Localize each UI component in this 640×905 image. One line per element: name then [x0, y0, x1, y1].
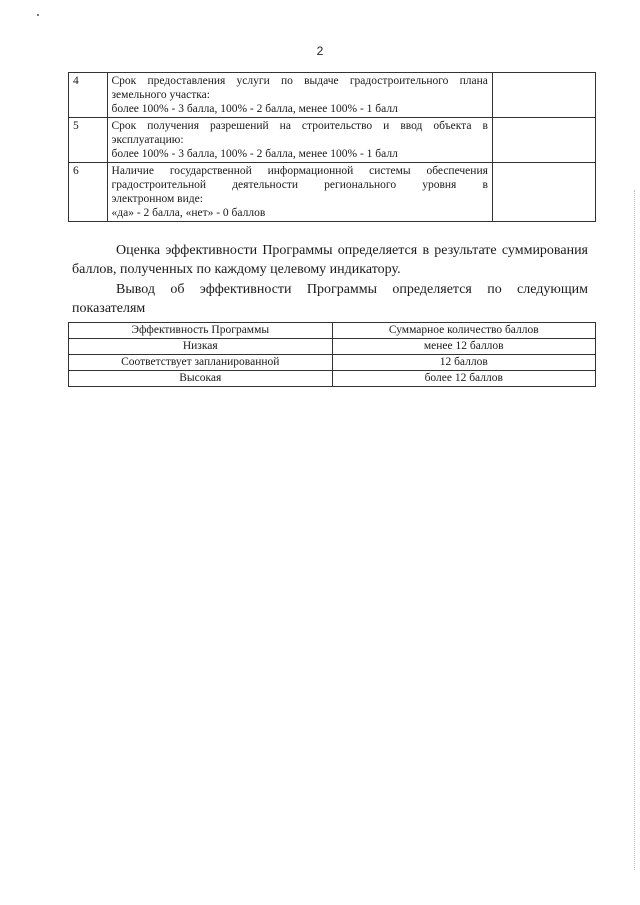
table-row — [69, 163, 596, 222]
description-line: эксплуатацию: — [111, 134, 184, 146]
row-description — [107, 118, 492, 163]
table-header-row — [69, 323, 596, 339]
row-number: 6 — [69, 163, 108, 222]
description-line: «да» - 2 балла, «нет» - 0 баллов — [111, 207, 266, 219]
effectiveness-level: Соответствует запланированной — [69, 355, 333, 371]
table-row — [69, 355, 596, 371]
description-line: градостроительной деятельности регионального уровня в — [111, 179, 488, 191]
description-line: Срок предоставления услуги по выдаче градостроительного плана — [111, 75, 488, 87]
table-row — [69, 118, 596, 163]
row-score-cell — [492, 73, 595, 118]
header-total-points: Суммарное количество баллов — [332, 323, 596, 339]
row-number: 5 — [69, 118, 108, 163]
table-row — [69, 339, 596, 355]
conclusion-paragraph: Вывод об эффективности Программы определяется по следующим показателям — [72, 282, 588, 316]
row-score-cell — [492, 118, 595, 163]
row-description — [107, 73, 492, 118]
description-line: электронном виде: — [111, 193, 203, 205]
description-line: более 100% - 3 балла, 100% - 2 балла, менее 100% - 1 балл — [111, 148, 398, 160]
description-line: Наличие государственной информационной системы обеспечения — [111, 165, 488, 177]
scan-margin-marks — [634, 190, 637, 870]
description-line: более 100% - 3 балла, 100% - 2 балла, менее 100% - 1 балл — [111, 103, 398, 115]
points-range: более 12 баллов — [332, 371, 596, 387]
page-number: 2 — [316, 44, 324, 58]
table-row — [69, 371, 596, 387]
points-range: 12 баллов — [332, 355, 596, 371]
row-number: 4 — [69, 73, 108, 118]
scan-dot — [37, 14, 39, 16]
header-effectiveness: Эффективность Программы — [69, 323, 333, 339]
evaluation-paragraph: Оценка эффективности Программы определяется в результате суммирования баллов, полученных по каждому целевому индикатору. — [72, 243, 588, 277]
description-line: земельного участка: — [111, 89, 210, 101]
row-description — [107, 163, 492, 222]
results-table — [68, 322, 596, 387]
row-score-cell — [492, 163, 595, 222]
points-range: менее 12 баллов — [332, 339, 596, 355]
criteria-table — [68, 72, 596, 222]
effectiveness-level: Низкая — [69, 339, 333, 355]
table-row — [69, 73, 596, 118]
effectiveness-level: Высокая — [69, 371, 333, 387]
description-line: Срок получения разрешений на строительство и ввод объекта в — [111, 120, 488, 132]
